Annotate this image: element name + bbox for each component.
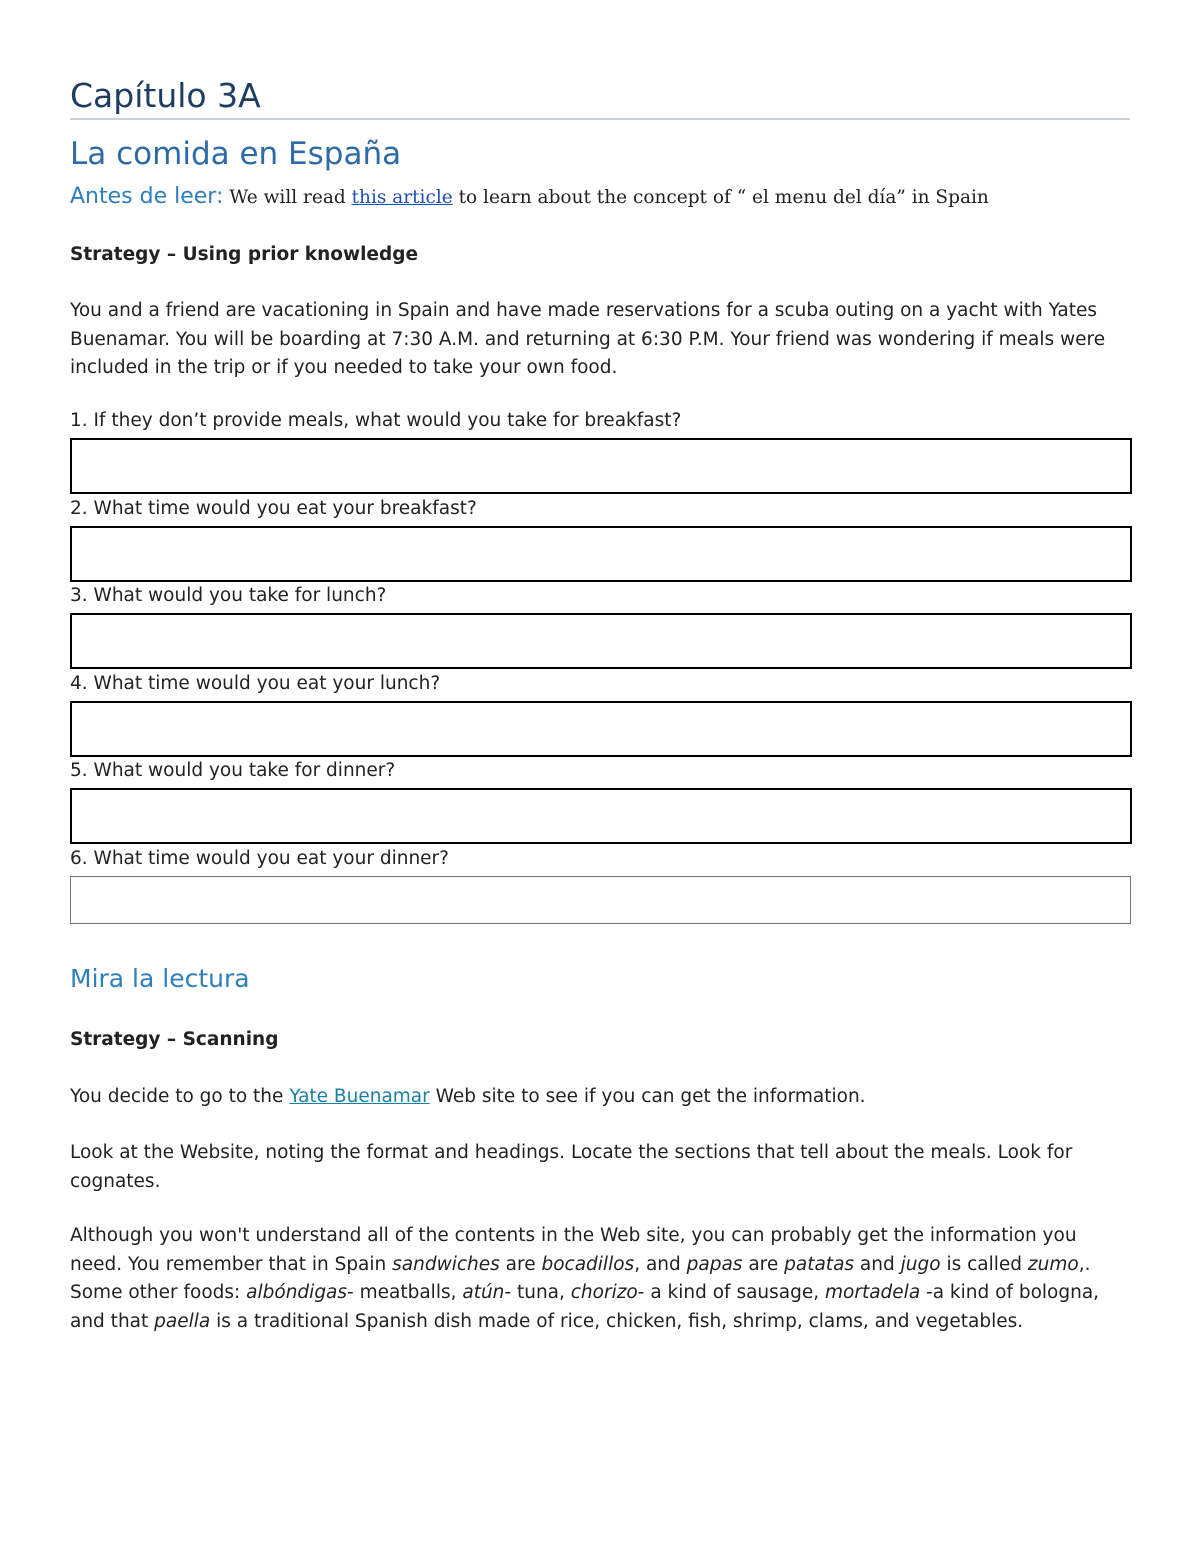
vocab-paragraph (70, 1222, 1130, 1336)
vocab-term: papas (686, 1253, 743, 1275)
look-paragraph: Look at the Website, noting the format and headings. Locate the sections that tell about the meals. Look for cognates. (70, 1142, 1073, 1192)
answer-box-4[interactable] (70, 701, 1132, 757)
pre-reading-label: Antes de leer: (70, 184, 224, 209)
vocab-term: zumo (1027, 1253, 1079, 1275)
question-4-label: 4. What time would you eat your lunch? (70, 673, 441, 694)
vocab-term: mortadela (825, 1282, 921, 1303)
vocab-term: atún (462, 1282, 505, 1303)
vocab-term: albóndigas (246, 1282, 348, 1303)
pre-reading-text-end: to learn about the concept of “ el menu del día” in Spain (452, 187, 989, 208)
question-2-label: 2. What time would you eat your breakfast? (70, 498, 477, 519)
vocab-text: -a kind of bologna, and that (70, 1282, 1100, 1332)
main-heading: La comida en España (70, 136, 402, 172)
vocab-text: ,. Some other foods: (70, 1253, 1091, 1303)
vocab-text: - meatballs, (347, 1282, 463, 1303)
yate-buenamar-link[interactable]: Yate Buenamar (289, 1086, 430, 1107)
answer-box-5[interactable] (70, 788, 1132, 844)
vocab-term: bocadillos (541, 1253, 635, 1275)
vocab-text: , and (634, 1253, 687, 1275)
vocab-term: patatas (784, 1253, 855, 1275)
answer-box-3[interactable] (70, 613, 1132, 669)
vocab-term: chorizo (570, 1282, 638, 1303)
chapter-title: Capítulo 3A (70, 76, 261, 115)
answer-box-1[interactable] (70, 438, 1132, 494)
vocab-text: are (742, 1253, 785, 1275)
section-heading-mira-la-lectura: Mira la lectura (70, 964, 250, 993)
website-paragraph (70, 1083, 1130, 1112)
answer-box-6[interactable] (70, 876, 1131, 924)
intro-paragraph: You and a friend are vacationing in Spain and have made reservations for a scuba outing on a yacht with Yates Buenamar. You will be boarding at 7:30 A.M. and returning at 6:30 P.M. Your friend was wondering if meals were included in the trip or if you needed to take your own food. (70, 300, 1106, 378)
vocab-text: - tuna, (504, 1282, 571, 1303)
question-6-label: 6. What time would you eat your dinner? (70, 848, 449, 869)
vocab-text: is a traditional Spanish dish made of rice, chicken, fish, shrimp, clams, and vegetables. (210, 1310, 1024, 1332)
vocab-term: sandwiches (392, 1253, 500, 1275)
vocab-term: jugo (900, 1253, 941, 1275)
vocab-text: Although you won't understand all of the contents in the Web site, you can probably get the information you need. You remember that in Spain (70, 1225, 1077, 1275)
vocab-text: and (854, 1253, 901, 1275)
question-5-label: 5. What would you take for dinner? (70, 760, 396, 781)
strategy-heading-scanning: Strategy – Scanning (70, 1029, 279, 1050)
website-text-start: You decide to go to the (70, 1086, 290, 1107)
vocab-text: is called (940, 1253, 1028, 1275)
pre-reading-text-start: We will read (223, 187, 352, 208)
question-3-label: 3. What would you take for lunch? (70, 585, 387, 606)
website-text-end: Web site to see if you can get the information. (429, 1086, 866, 1107)
chapter-divider (70, 118, 1130, 120)
vocab-text: are (499, 1253, 542, 1275)
answer-box-2[interactable] (70, 526, 1132, 582)
pre-reading-line (70, 184, 989, 209)
vocab-text: - a kind of sausage, (637, 1282, 826, 1303)
article-link[interactable]: this article (351, 187, 453, 208)
strategy-heading-prior-knowledge: Strategy – Using prior knowledge (70, 244, 419, 265)
vocab-term: paella (154, 1310, 211, 1332)
question-1-label: 1. If they don’t provide meals, what would you take for breakfast? (70, 410, 682, 431)
